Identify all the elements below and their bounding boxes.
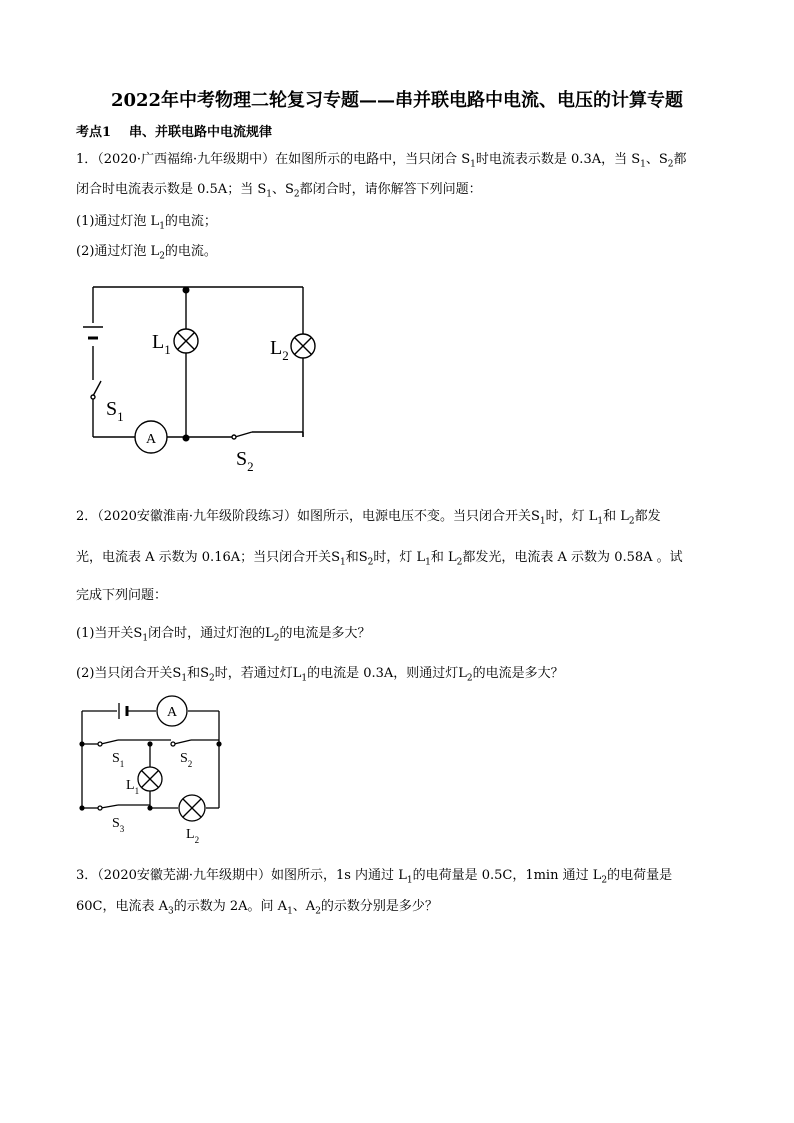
q2-subquestion-1: (1)当开关$S_1$闭合时，通过灯泡的$L_2$的电流是多大？ — [76, 626, 371, 644]
label-l2: $L_2$ — [186, 827, 200, 845]
q2-line-1: 2．（2020安徽淮南·九年级阶段练习）如图所示，电源电压不变。当只闭合开关$S_1$时，灯 $L_1$和 $L_2$都发 — [76, 509, 661, 527]
q1-subquestion-2: (2)通过灯泡 $L_2$的电流。 — [76, 244, 217, 262]
q2-circuit-diagram — [70, 692, 230, 852]
q1-circuit-diagram — [80, 278, 340, 478]
junction-dot — [147, 805, 152, 810]
label-l2: $L_2$ — [270, 337, 289, 363]
ammeter-label: A — [166, 705, 178, 720]
junction-dot — [183, 435, 190, 442]
section-heading — [76, 121, 272, 140]
label-l1: $L_1$ — [126, 778, 140, 796]
q3-line-1: 3．（2020安徽芜湖·九年级期中）如图所示，1s 内通过 $L_1$的电荷量是 0.5C，1min 通过 $L_2$的电荷量是 — [76, 868, 673, 886]
ammeter-label: A — [145, 432, 157, 447]
switch-s3-symbol — [98, 805, 118, 810]
junction-dot — [79, 741, 84, 746]
junction-dot — [79, 805, 84, 810]
junction-dot — [183, 287, 190, 294]
section-label: 考点1 — [76, 125, 112, 140]
lamp-l1-symbol — [138, 767, 162, 791]
q2-line-3: 完成下列问题： — [76, 588, 168, 603]
section-name: 串、并联电路中电流规律 — [129, 125, 273, 140]
label-s3: $S_3$ — [112, 816, 125, 834]
junction-dot — [216, 741, 221, 746]
junction-dot — [147, 741, 152, 746]
label-l1: $L_1$ — [152, 331, 171, 357]
page-title: 2022年中考物理二轮复习专题——串并联电路中电流、电压的计算专题 — [110, 90, 684, 111]
label-s2: $S_2$ — [180, 751, 193, 769]
switch-s2-symbol — [171, 740, 191, 746]
switch-s2-symbol — [232, 432, 252, 439]
lamp-l1-symbol — [174, 329, 198, 353]
q1-line-2: 闭合时电流表示数是 0.5A；当 $S_1$、$S_2$都闭合时，请你解答下列问题： — [76, 182, 482, 200]
battery-symbol — [119, 703, 127, 719]
lamp-l2-symbol — [179, 795, 205, 821]
switch-s1-symbol — [91, 381, 101, 399]
q2-subquestion-2: (2)当只闭合开关$S_1$和$S_2$时，若通过灯$L_1$的电流是 0.3A，则通过灯$L_2$的电流是多大？ — [76, 666, 564, 684]
q2-line-2: 光，电流表 A 示数为 0.16A；当只闭合开关$S_1$和$S_2$时，灯 $L_1$和 $L_2$都发光，电流表 A 示数为 0.58A 。试 — [76, 550, 683, 568]
label-s2: $S_2$ — [236, 448, 254, 474]
label-s1: $S_1$ — [112, 751, 125, 769]
switch-s1-symbol — [98, 740, 118, 746]
q1-line-1: 1．（2020·广西福绵·九年级期中）在如图所示的电路中，当只闭合 $S_1$时电流表示数是 0.3A，当 $S_1$、$S_2$都 — [76, 152, 687, 170]
q3-line-2: 60C，电流表 $A_3$的示数为 2A。问 $A_1$、$A_2$的示数分别是多少？ — [76, 899, 438, 917]
lamp-l2-symbol — [291, 334, 315, 358]
label-s1: $S_1$ — [106, 398, 124, 424]
q1-subquestion-1: (1)通过灯泡 $L_1$的电流； — [76, 214, 217, 232]
battery-symbol — [83, 327, 103, 338]
